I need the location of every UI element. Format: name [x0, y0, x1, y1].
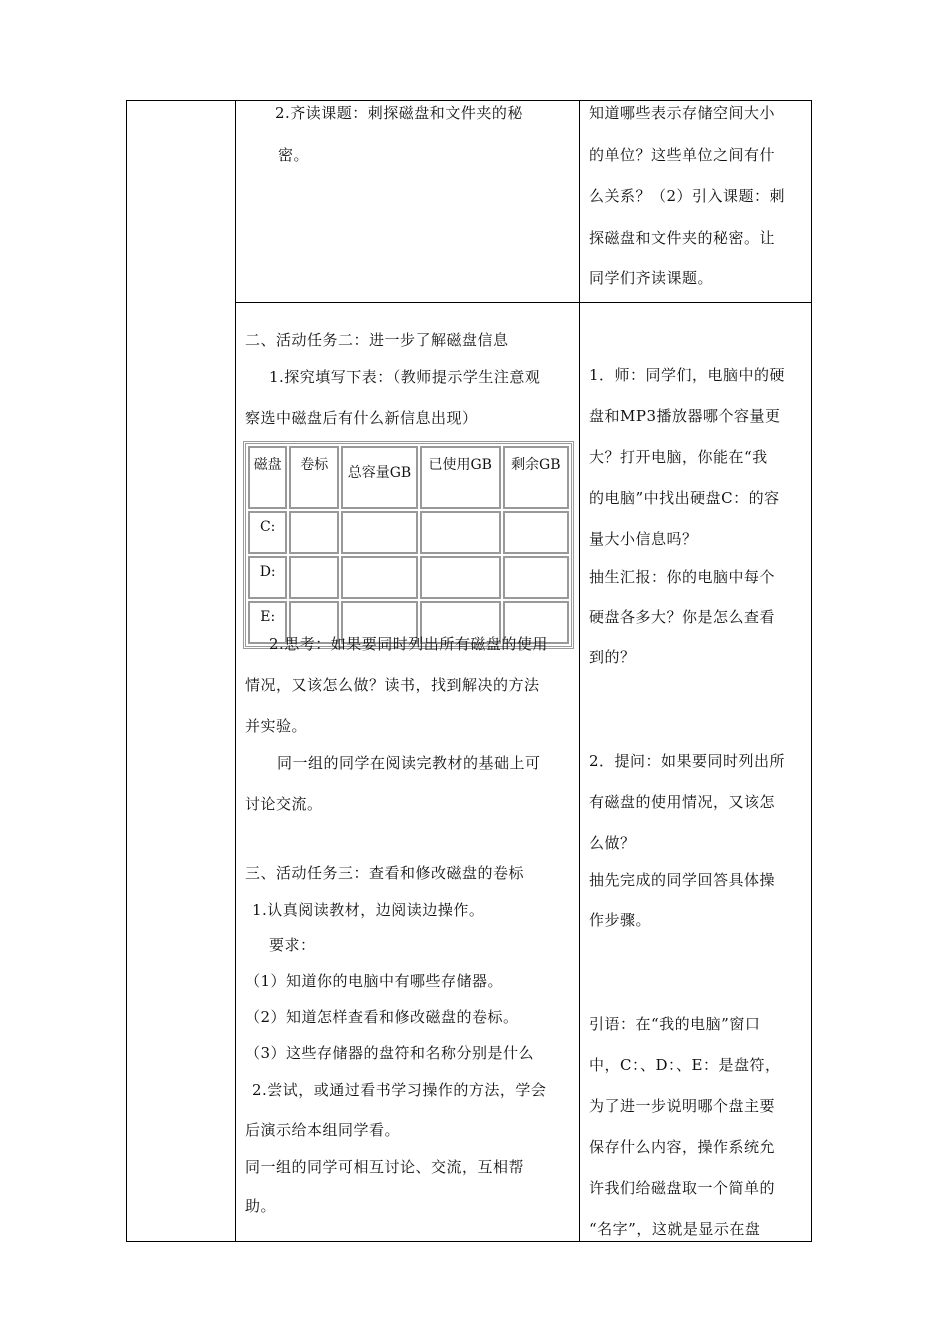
right-text: 同学们齐读课题。 [589, 269, 714, 287]
mid-text: （3）这些存储器的盘符和名称分别是什么 [245, 1044, 535, 1062]
mid-text: 1.探究填写下表：（教师提示学生注意观 [269, 368, 541, 386]
mid-text: 察选中磁盘后有什么新信息出现） [245, 409, 478, 427]
table-cell [341, 556, 418, 599]
disk-info-table [243, 441, 574, 649]
table-cell [341, 511, 418, 554]
right-text: 为了进一步说明哪个盘主要 [589, 1097, 776, 1115]
right-text: 许我们给磁盘取一个简单的 [589, 1179, 776, 1197]
mid-text: 讨论交流。 [245, 795, 323, 813]
mid-text: 助。 [245, 1197, 277, 1215]
right-text: 么关系？（2）引入课题：刺 [589, 187, 786, 205]
row-divider [235, 302, 812, 303]
mid-text: 2.齐读课题：刺探磁盘和文件夹的秘 [275, 104, 523, 122]
right-text: 2．提问：如果要同时列出所 [589, 752, 786, 770]
right-text: 的电脑”中找出硬盘C：的容 [589, 489, 780, 507]
mid-text: 1.认真阅读教材，边阅读边操作。 [252, 901, 485, 919]
right-text: 硬盘各多大？你是怎么查看 [589, 608, 776, 626]
right-text: “名字”，这就是显示在盘 [589, 1220, 761, 1238]
right-text: 有磁盘的使用情况，又该怎 [589, 793, 776, 811]
table-cell [420, 511, 501, 554]
table-header-cell: 卷标 [289, 446, 339, 509]
table-cell [289, 556, 339, 599]
table-header-cell: 已使用GB [420, 446, 501, 509]
right-text: 作步骤。 [589, 911, 652, 929]
mid-text: 同一组的同学可相互讨论、交流，互相帮 [245, 1158, 525, 1176]
right-text: 盘和MP3播放器哪个容量更 [589, 407, 781, 425]
mid-text: （1）知道你的电脑中有哪些存储器。 [245, 972, 504, 990]
mid-text: 后演示给本组同学看。 [245, 1121, 401, 1139]
table-header-row [248, 446, 569, 509]
mid-text: 要求： [269, 936, 316, 954]
section-title: 三、活动任务三：查看和修改磁盘的卷标 [245, 864, 525, 882]
right-text: 的单位？这些单位之间有什 [589, 146, 776, 164]
right-text: 抽生汇报：你的电脑中每个 [589, 568, 776, 586]
column-divider-1 [235, 100, 236, 1242]
section-title: 二、活动任务二：进一步了解磁盘信息 [245, 331, 509, 349]
table-cell [289, 511, 339, 554]
right-text: 引语：在“我的电脑”窗口 [589, 1015, 761, 1033]
right-text: 1．师：同学们，电脑中的硬 [589, 366, 786, 384]
right-text: 大？打开电脑，你能在“我 [589, 448, 768, 466]
table-header-cell: 磁盘 [248, 446, 287, 509]
table-header-cell: 剩余GB [503, 446, 569, 509]
table-cell-disk: D: [248, 556, 287, 599]
table-cell [503, 511, 569, 554]
table-border-right [811, 100, 812, 1242]
table-border-bottom [126, 1241, 812, 1242]
column-divider-2 [579, 100, 580, 1242]
right-text: 到的？ [589, 648, 636, 666]
mid-text: 并实验。 [245, 717, 308, 735]
right-text: 探磁盘和文件夹的秘密。让 [589, 229, 776, 247]
table-cell-disk: E: [248, 601, 287, 644]
mid-text: 2.尝试，或通过看书学习操作的方法，学会 [252, 1081, 547, 1099]
table-cell [420, 556, 501, 599]
right-text: 么做？ [589, 834, 636, 852]
table-row [248, 511, 569, 554]
mid-text: 2.思考：如果要同时列出所有磁盘的使用 [269, 635, 548, 653]
table-row [248, 556, 569, 599]
mid-text: 密。 [278, 146, 310, 164]
table-cell-disk: C: [248, 511, 287, 554]
table-border-left [126, 100, 127, 1242]
right-text: 中，C：、D：、E：是盘符， [589, 1056, 781, 1074]
mid-text: 同一组的同学在阅读完教材的基础上可 [277, 754, 541, 772]
right-text: 知道哪些表示存储空间大小 [589, 104, 776, 122]
mid-text: 情况，又该怎么做？读书，找到解决的方法 [245, 676, 540, 694]
table-border-top [126, 100, 812, 101]
mid-text: （2）知道怎样查看和修改磁盘的卷标。 [245, 1008, 519, 1026]
right-text: 量大小信息吗？ [589, 530, 698, 548]
right-text: 保存什么内容，操作系统允 [589, 1138, 776, 1156]
table-cell [503, 556, 569, 599]
right-text: 抽先完成的同学回答具体操 [589, 871, 776, 889]
table-header-cell: 总容量GB [341, 446, 418, 509]
